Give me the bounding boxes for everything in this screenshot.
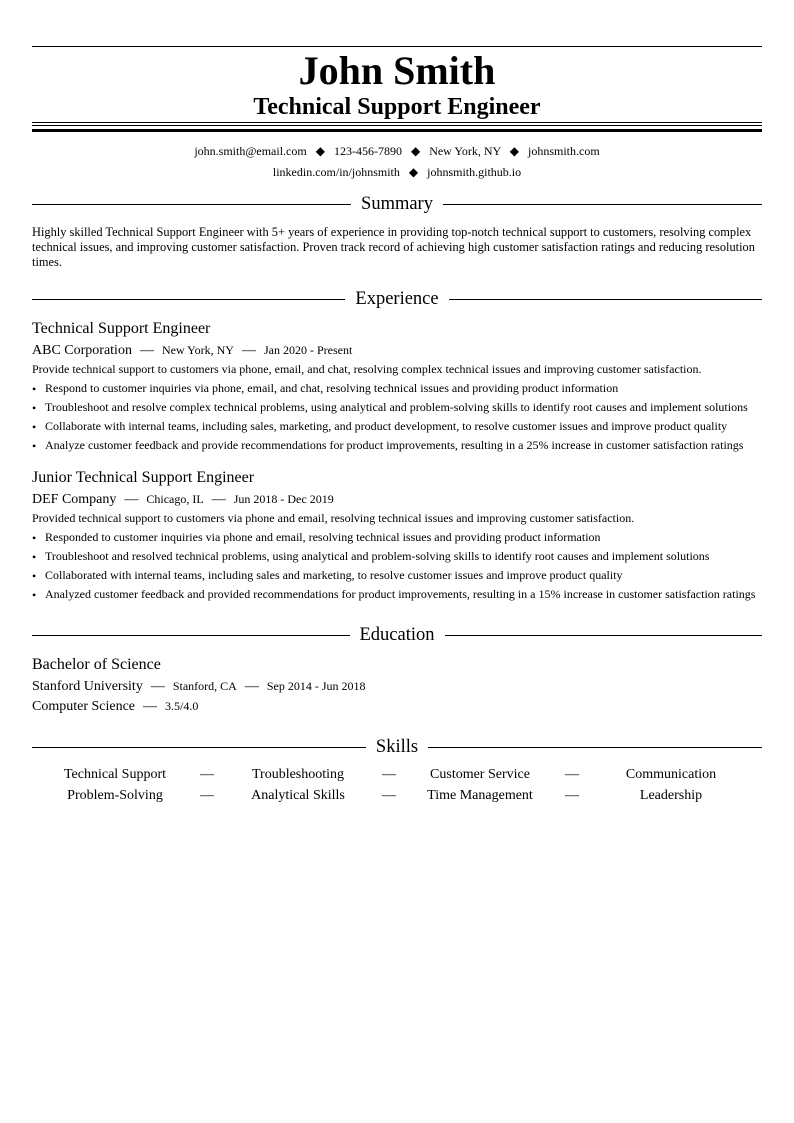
- experience-heading: [32, 288, 762, 310]
- header-rule: [32, 125, 762, 126]
- gpa: 3.5/4.0: [165, 699, 199, 713]
- candidate-name: John Smith: [298, 48, 496, 93]
- job-bullets: [32, 530, 762, 606]
- em-dash: —: [241, 343, 256, 358]
- skill-separator: —: [382, 767, 396, 782]
- bullet-text: Analyze customer feedback and provide recommendations for product improvements, resulting in a 25% increase in customer satisfaction ratings: [45, 438, 744, 452]
- em-dash: —: [139, 343, 154, 358]
- diamond-icon: ◆: [410, 144, 421, 158]
- linkedin-link[interactable]: linkedin.com/in/johnsmith: [272, 165, 400, 179]
- divider: [445, 635, 763, 636]
- bullet-icon: •: [32, 588, 37, 602]
- skill-item: Customer Service: [430, 767, 530, 782]
- contact-line-1: [32, 143, 762, 159]
- skills-grid: [32, 766, 762, 808]
- list-item: [32, 530, 762, 549]
- bullet-text: Troubleshoot and resolve complex technical problems, using analytical and problem-solving skills to identify root causes and implement solutions: [45, 400, 748, 414]
- divider: [449, 299, 762, 300]
- job-title: Junior Technical Support Engineer: [32, 469, 255, 486]
- divider: [32, 299, 345, 300]
- email-link[interactable]: john.smith@email.com: [194, 144, 307, 158]
- bullet-text: Respond to customer inquiries via phone, email, and chat, resolving technical issues and providing product information: [45, 381, 619, 395]
- contact-line-2: [32, 164, 762, 180]
- bullet-icon: •: [32, 550, 37, 564]
- job-description: Provide technical support to customers via phone, email, and chat, resolving complex technical issues and improving customer satisfaction.: [32, 362, 702, 376]
- skill-separator: —: [382, 788, 396, 803]
- skill-separator: —: [565, 767, 579, 782]
- header-rule: [32, 122, 762, 123]
- summary-heading-label: Summary: [361, 194, 433, 214]
- em-dash: —: [211, 492, 226, 507]
- github-link[interactable]: johnsmith.github.io: [427, 165, 522, 179]
- diamond-icon: ◆: [315, 144, 325, 158]
- job-dates: Jan 2020 - Present: [263, 343, 353, 357]
- school-location: Stanford, CA: [172, 679, 237, 693]
- skill-item: Technical Support: [63, 767, 167, 782]
- skill-item: Analytical Skills: [251, 788, 345, 803]
- experience-heading-label: Experience: [355, 289, 439, 309]
- company-name: ABC Corporation: [32, 343, 132, 358]
- bullet-icon: •: [32, 569, 37, 583]
- field-meta: [32, 697, 198, 716]
- bullet-text: Responded to customer inquiries via phone and email, resolving technical issues and providing product information: [45, 530, 601, 544]
- company-name: DEF Company: [32, 492, 117, 507]
- education-heading-label: Education: [359, 625, 435, 645]
- skill-item: Troubleshooting: [251, 767, 345, 782]
- bullet-icon: •: [32, 439, 37, 453]
- diamond-icon: ◆: [509, 144, 519, 158]
- list-item: [32, 587, 762, 606]
- bullet-icon: •: [32, 382, 37, 396]
- em-dash: —: [143, 699, 158, 714]
- skill-separator: —: [565, 788, 579, 803]
- divider: [32, 747, 366, 748]
- list-item: [32, 419, 762, 438]
- summary-heading: [32, 193, 762, 215]
- skill-item: Problem-Solving: [67, 788, 163, 803]
- skills-row: [32, 766, 762, 787]
- degree: Bachelor of Science: [32, 656, 161, 673]
- diamond-icon: ◆: [408, 165, 419, 179]
- list-item: [32, 568, 762, 587]
- divider: [32, 204, 351, 205]
- skill-item: Time Management: [427, 788, 533, 803]
- list-item: [32, 400, 762, 419]
- divider: [443, 204, 762, 205]
- school-name: Stanford University: [32, 679, 143, 694]
- school-meta: [32, 677, 366, 696]
- candidate-title: Technical Support Engineer: [253, 94, 541, 120]
- divider: [428, 747, 762, 748]
- skill-separator: —: [200, 788, 214, 803]
- bullet-icon: •: [32, 531, 37, 545]
- job-location: Chicago, IL: [146, 492, 204, 506]
- website-link[interactable]: johnsmith.com: [527, 144, 600, 158]
- school-dates: Sep 2014 - Jun 2018: [266, 679, 366, 693]
- list-item: [32, 438, 762, 457]
- skill-item: Communication: [625, 767, 717, 782]
- header-rule-thick: [32, 129, 762, 132]
- divider: [32, 635, 350, 636]
- bullet-icon: •: [32, 420, 37, 434]
- em-dash: —: [150, 679, 165, 694]
- phone-number[interactable]: 123-456-7890: [333, 144, 402, 158]
- job-dates: Jun 2018 - Dec 2019: [233, 492, 334, 506]
- location: New York, NY: [429, 144, 501, 158]
- bullet-text: Troubleshoot and resolved technical problems, using analytical and problem-solving skills to identify root causes and implement solutions: [45, 549, 710, 563]
- skills-heading-label: Skills: [375, 737, 419, 757]
- job-description: Provided technical support to customers via phone and email, resolving technical issues and improving customer satisfaction.: [32, 511, 635, 525]
- list-item: [32, 381, 762, 400]
- job-meta: [32, 490, 334, 509]
- bullet-text: Collaborate with internal teams, including sales, marketing, and product development, to resolve customer issues and improve product quality: [45, 419, 728, 433]
- job-meta: [32, 341, 352, 360]
- bullet-text: Analyzed customer feedback and provided recommendations for product improvements, resulting in a 15% increase in customer satisfaction ratings: [45, 587, 756, 601]
- skills-row: [32, 787, 762, 808]
- bullet-text: Collaborated with internal teams, including sales and marketing, to resolve customer issues and improve product quality: [45, 568, 623, 582]
- em-dash: —: [124, 492, 139, 507]
- field-of-study: Computer Science: [32, 699, 136, 714]
- header-top-rule: [32, 46, 762, 47]
- job-location: New York, NY: [161, 343, 234, 357]
- list-item: [32, 549, 762, 568]
- job-bullets: [32, 381, 762, 457]
- skills-heading: [32, 736, 762, 758]
- bullet-icon: •: [32, 401, 37, 415]
- job-title: Technical Support Engineer: [32, 320, 211, 337]
- summary-text: Highly skilled Technical Support Engineer with 5+ years of experience in providing top-notch technical support to customers, resolving complex technical issues, and improving customer satisfaction. Proven track record of achieving high customer satisfaction ratings and reducing resolution times.: [32, 225, 755, 269]
- education-heading: [32, 624, 762, 646]
- em-dash: —: [244, 679, 259, 694]
- skill-separator: —: [200, 767, 214, 782]
- skill-item: Leadership: [639, 788, 703, 803]
